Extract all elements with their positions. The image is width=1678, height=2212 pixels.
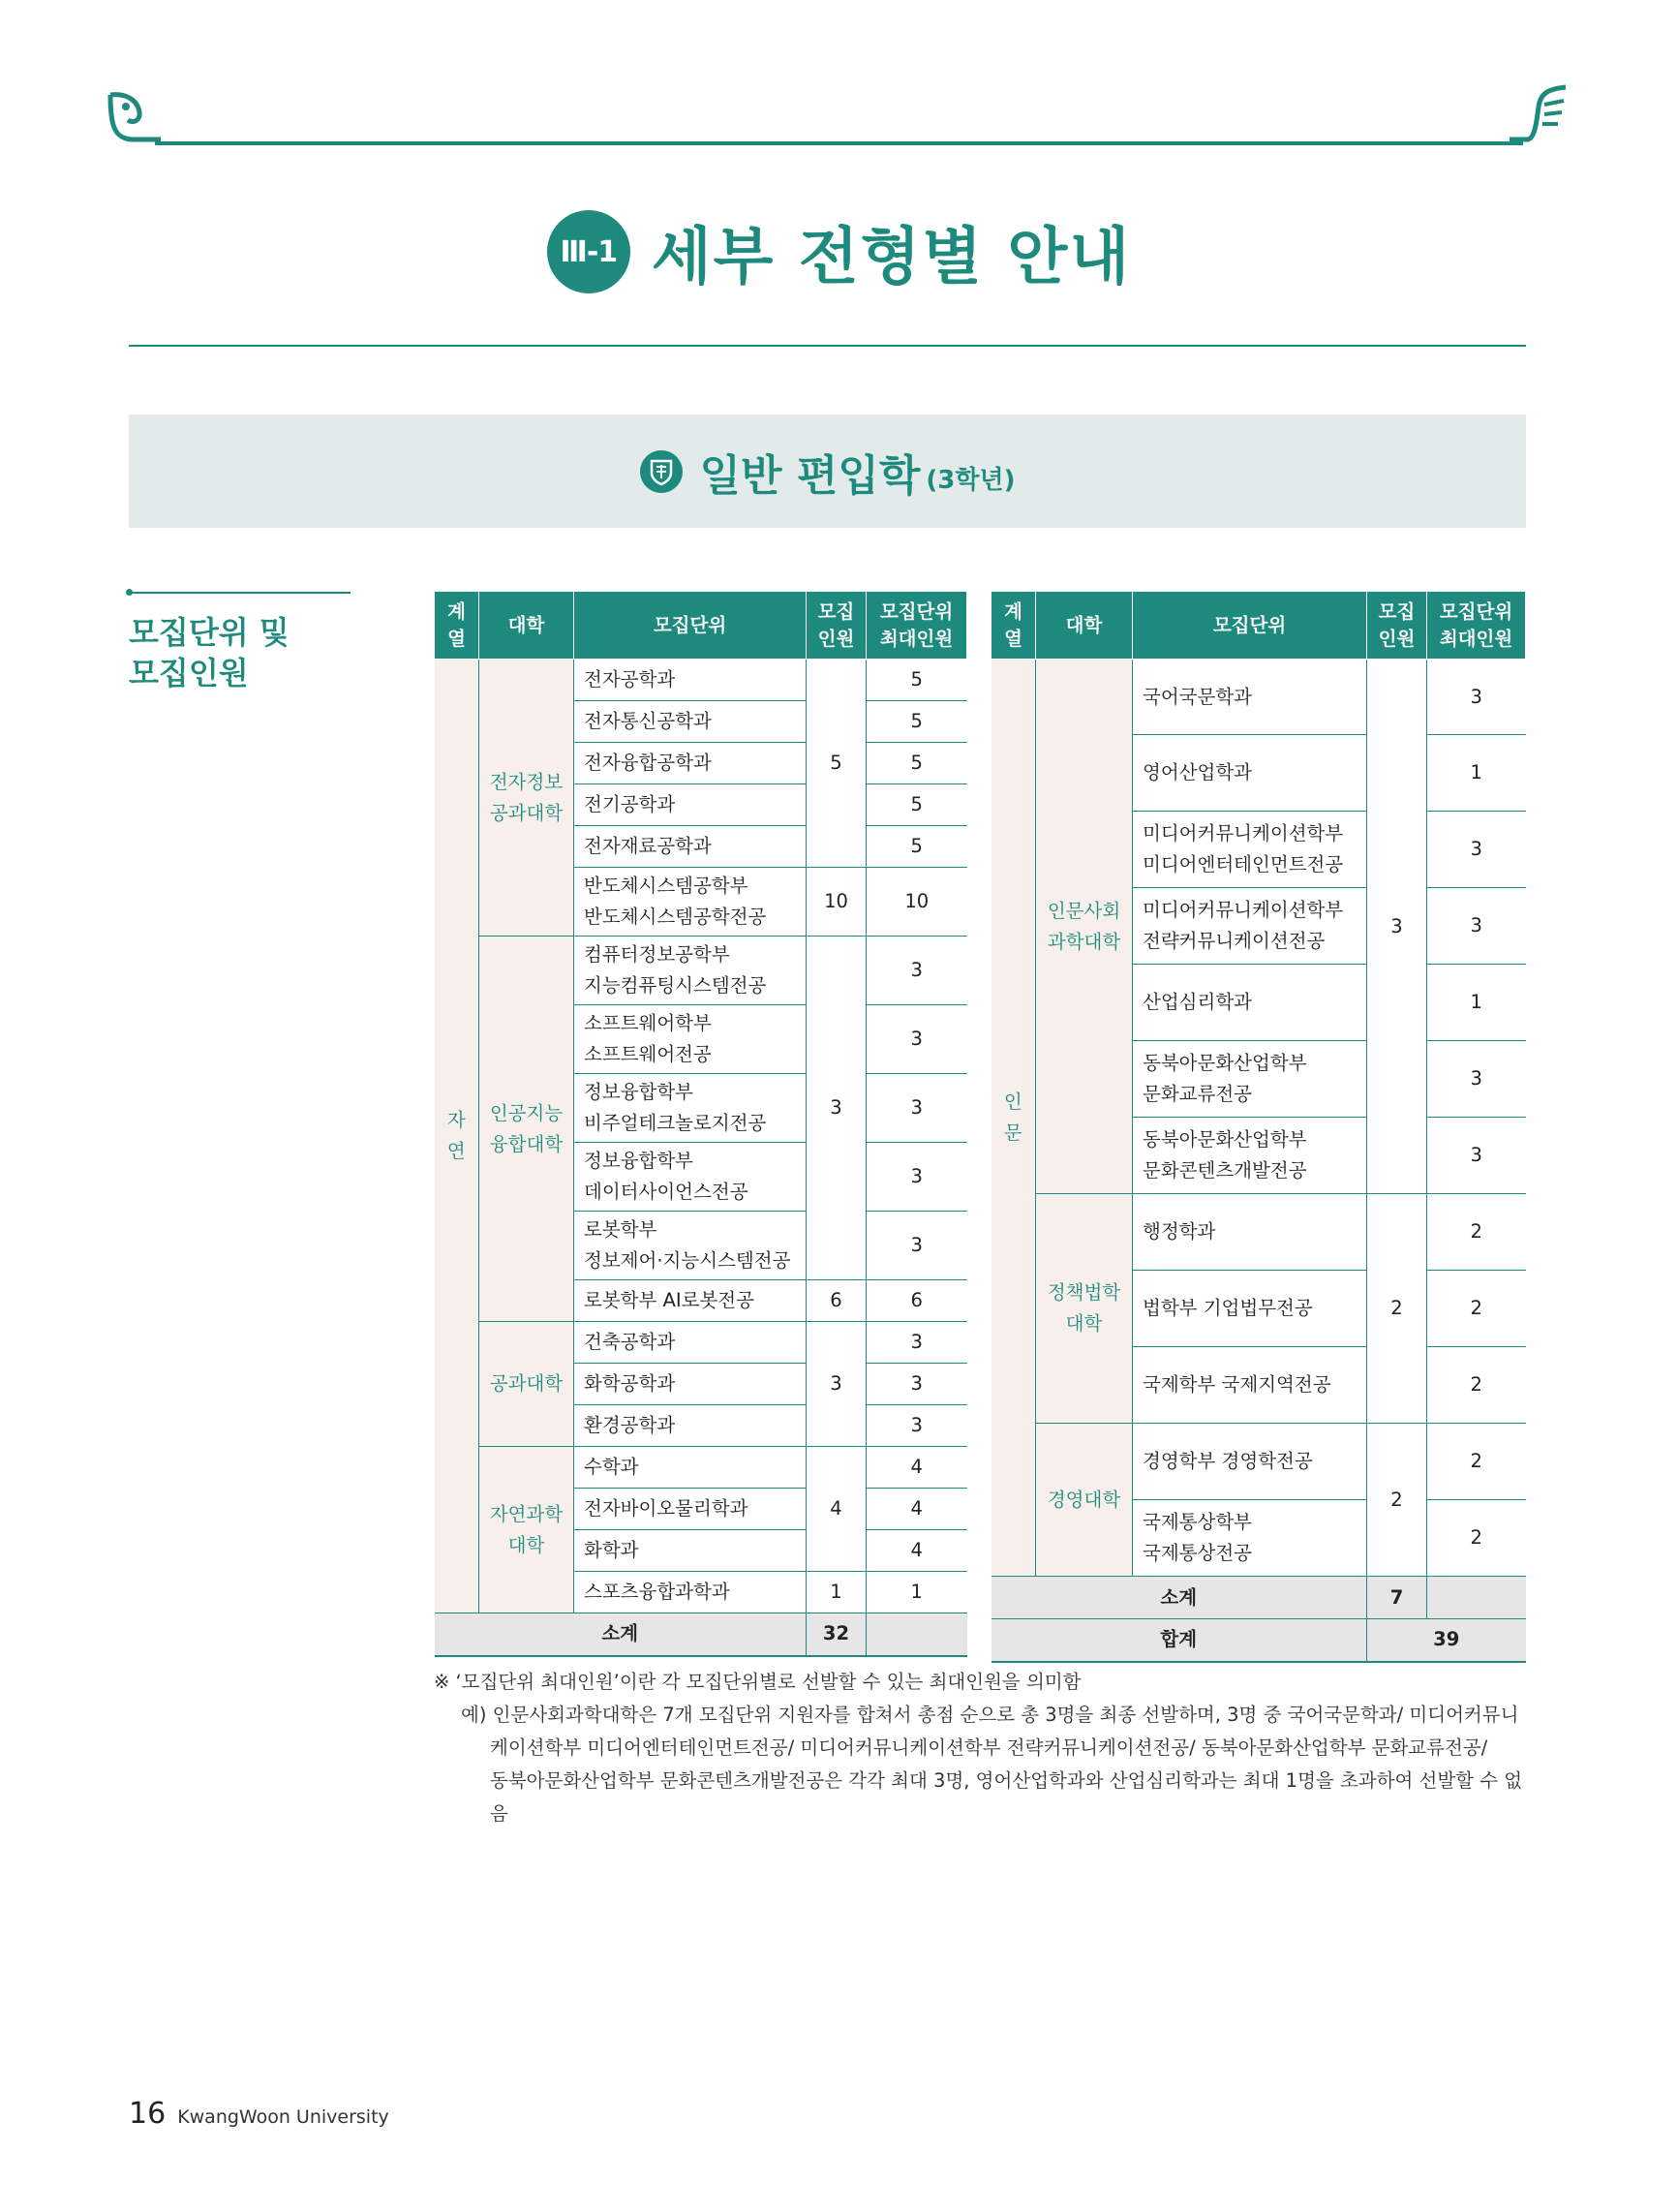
- unit-cell: 법학부 기업법무전공: [1133, 1271, 1367, 1347]
- right-quota-table: [991, 591, 1526, 1663]
- college-cell: 정책법학 대학: [1036, 1194, 1133, 1424]
- max-cell: 5: [867, 784, 967, 826]
- col-unit: 모집단위: [1133, 592, 1367, 660]
- table-row: [435, 937, 967, 1005]
- max-cell: 3: [867, 1005, 967, 1074]
- unit-cell: 전자융합공학과: [574, 743, 807, 784]
- max-cell: 3: [867, 1322, 967, 1364]
- unit-cell: 환경공학과: [574, 1405, 807, 1447]
- table-header-row: [992, 592, 1526, 660]
- col-college: 대학: [1036, 592, 1133, 660]
- unit-cell: 전기공학과: [574, 784, 807, 826]
- table-header-row: [435, 592, 967, 660]
- note-example-line3: 동북아문화산업학부 문화콘텐츠개발전공은 각각 최대 3명, 영어산업학과와 산업심리학과는 최대 1명을 초과하여 선발할 수 없음: [490, 1769, 1523, 1825]
- unit-cell: 전자통신공학과: [574, 701, 807, 743]
- subsection-banner: [129, 415, 1526, 528]
- footnotes: [434, 1666, 1533, 1830]
- banner-subtitle: (3학년): [926, 466, 1016, 495]
- quota-cell: 3: [807, 1322, 867, 1447]
- max-cell: 2: [1427, 1271, 1526, 1347]
- note-definition: ※ ‘모집단위 최대인원’이란 각 모집단위별로 선발할 수 있는 최대인원을 의미함: [434, 1671, 1082, 1693]
- unit-cell: 영어산업학과: [1133, 735, 1367, 812]
- side-label-line1: 모집단위 및: [129, 614, 290, 651]
- table-row: [435, 1322, 967, 1364]
- college-cell: 자연과학 대학: [479, 1447, 574, 1613]
- college-cell: 인문사회 과학대학: [1036, 660, 1133, 1194]
- table-row: [992, 1194, 1526, 1271]
- page-footer: [129, 2097, 389, 2131]
- note-example-line2: 케이션학부 미디어엔터테인먼트전공/ 미디어커뮤니케이션학부 전략커뮤니케이션전공/ 동북아문화산업학부 문화교류전공/: [490, 1736, 1488, 1759]
- max-cell: 3: [1427, 660, 1526, 735]
- unit-cell: 정보융합학부 데이터사이언스전공: [574, 1143, 807, 1212]
- subtotal-row: [992, 1577, 1526, 1619]
- table-row: [992, 1424, 1526, 1500]
- field-cell: 자 연: [435, 660, 479, 1613]
- subtotal-value: 7: [1367, 1577, 1427, 1619]
- unit-cell: 로봇학부 AI로봇전공: [574, 1280, 807, 1322]
- quota-cell: 2: [1367, 1194, 1427, 1424]
- unit-cell: 미디어커뮤니케이션학부 미디어엔터테인먼트전공: [1133, 812, 1367, 888]
- subtotal-empty: [1427, 1577, 1526, 1619]
- unit-cell: 산업심리학과: [1133, 965, 1367, 1041]
- unit-cell: 국제학부 국제지역전공: [1133, 1347, 1367, 1424]
- subtotal-value: 32: [807, 1613, 867, 1656]
- max-cell: 2: [1427, 1347, 1526, 1424]
- section-title: [0, 213, 1678, 291]
- unit-cell: 국어국문학과: [1133, 660, 1367, 735]
- max-cell: 3: [1427, 1041, 1526, 1118]
- max-cell: 2: [1427, 1424, 1526, 1500]
- university-emblem-icon: [640, 450, 683, 493]
- header-rule: [155, 141, 1523, 145]
- max-cell: 1: [1427, 735, 1526, 812]
- quota-cell: 5: [807, 660, 867, 868]
- side-dot: [126, 589, 133, 596]
- unit-cell: 반도체시스템공학부 반도체시스템공학전공: [574, 868, 807, 937]
- quota-cell: 2: [1367, 1424, 1427, 1577]
- quota-cell: 10: [807, 868, 867, 937]
- max-cell: 3: [867, 1074, 967, 1143]
- total-row: [992, 1619, 1526, 1662]
- max-cell: 6: [867, 1280, 967, 1322]
- max-cell: 1: [1427, 965, 1526, 1041]
- unit-cell: 행정학과: [1133, 1194, 1367, 1271]
- col-quota: 모집 인원: [1367, 592, 1427, 660]
- max-cell: 4: [867, 1489, 967, 1530]
- quota-cell: 6: [807, 1280, 867, 1322]
- unit-cell: 로봇학부 정보제어·지능시스템전공: [574, 1212, 807, 1280]
- page-header-decoration: [0, 0, 1678, 155]
- col-unit: 모집단위: [574, 592, 807, 660]
- page-title: 세부 전형별 안내: [651, 222, 1132, 293]
- college-cell: 인공지능 융합대학: [479, 937, 574, 1322]
- unit-cell: 미디어커뮤니케이션학부 전략커뮤니케이션전공: [1133, 888, 1367, 965]
- unit-cell: 국제통상학부 국제통상전공: [1133, 1500, 1367, 1577]
- section-badge: Ⅲ-1: [547, 210, 630, 293]
- max-cell: 3: [867, 1212, 967, 1280]
- col-quota: 모집 인원: [807, 592, 867, 660]
- unit-cell: 화학과: [574, 1530, 807, 1572]
- unit-cell: 수학과: [574, 1447, 807, 1489]
- unit-cell: 건축공학과: [574, 1322, 807, 1364]
- unit-cell: 전자재료공학과: [574, 826, 807, 868]
- leaf-ornament-icon: [105, 87, 165, 145]
- max-cell: 2: [1427, 1500, 1526, 1577]
- col-max: 모집단위 최대인원: [1427, 592, 1526, 660]
- max-cell: 3: [1427, 1118, 1526, 1194]
- unit-cell: 전자바이오물리학과: [574, 1489, 807, 1530]
- page-number: 16: [129, 2097, 167, 2131]
- max-cell: 3: [867, 1364, 967, 1405]
- university-name: KwangWoon University: [177, 2106, 389, 2128]
- col-field: 계열: [435, 592, 479, 660]
- side-label-line2: 모집인원: [129, 655, 249, 691]
- max-cell: 5: [867, 660, 967, 701]
- quota-cell: 4: [807, 1447, 867, 1572]
- note-example-line1: 예) 인문사회과학대학은 7개 모집단위 지원자를 합쳐서 총점 순으로 총 3명을 최종 선발하며, 3명 중 국어국문학과/ 미디어커뮤니: [461, 1704, 1519, 1726]
- wing-ornament-icon: [1506, 83, 1570, 145]
- field-cell: 인 문: [992, 660, 1036, 1577]
- max-cell: 5: [867, 701, 967, 743]
- subtotal-empty: [867, 1613, 967, 1656]
- quota-cell: 3: [807, 937, 867, 1280]
- banner-title: 일반 편입학: [699, 450, 921, 501]
- col-field: 계열: [992, 592, 1036, 660]
- col-college: 대학: [479, 592, 574, 660]
- college-cell: 전자정보 공과대학: [479, 660, 574, 937]
- unit-cell: 동북아문화산업학부 문화교류전공: [1133, 1041, 1367, 1118]
- max-cell: 3: [867, 1405, 967, 1447]
- table-row: [992, 660, 1526, 735]
- unit-cell: 스포츠융합과학과: [574, 1572, 807, 1613]
- max-cell: 5: [867, 743, 967, 784]
- subtotal-row: [435, 1613, 967, 1656]
- max-cell: 2: [1427, 1194, 1526, 1271]
- left-quota-table: [434, 591, 967, 1657]
- col-max: 모집단위 최대인원: [867, 592, 967, 660]
- max-cell: 3: [867, 1143, 967, 1212]
- side-rule: [129, 592, 351, 594]
- unit-cell: 컴퓨터정보공학부 지능컴퓨팅시스템전공: [574, 937, 807, 1005]
- college-cell: 경영대학: [1036, 1424, 1133, 1577]
- max-cell: 5: [867, 826, 967, 868]
- unit-cell: 동북아문화산업학부 문화콘텐츠개발전공: [1133, 1118, 1367, 1194]
- total-label: 합계: [992, 1619, 1367, 1662]
- max-cell: 4: [867, 1447, 967, 1489]
- subtotal-label: 소계: [992, 1577, 1367, 1619]
- title-rule: [129, 345, 1526, 347]
- max-cell: 4: [867, 1530, 967, 1572]
- unit-cell: 전자공학과: [574, 660, 807, 701]
- unit-cell: 정보융합학부 비주얼테크놀로지전공: [574, 1074, 807, 1143]
- max-cell: 3: [1427, 888, 1526, 965]
- unit-cell: 소프트웨어학부 소프트웨어전공: [574, 1005, 807, 1074]
- side-label: [129, 612, 290, 693]
- max-cell: 3: [1427, 812, 1526, 888]
- college-cell: 공과대학: [479, 1322, 574, 1447]
- unit-cell: 경영학부 경영학전공: [1133, 1424, 1367, 1500]
- unit-cell: 화학공학과: [574, 1364, 807, 1405]
- table-row: [435, 1447, 967, 1489]
- total-value: 39: [1367, 1619, 1526, 1662]
- subtotal-label: 소계: [435, 1613, 807, 1656]
- max-cell: 3: [867, 937, 967, 1005]
- table-row: [435, 660, 967, 701]
- max-cell: 1: [867, 1572, 967, 1613]
- max-cell: 10: [867, 868, 967, 937]
- quota-cell: 3: [1367, 660, 1427, 1194]
- quota-cell: 1: [807, 1572, 867, 1613]
